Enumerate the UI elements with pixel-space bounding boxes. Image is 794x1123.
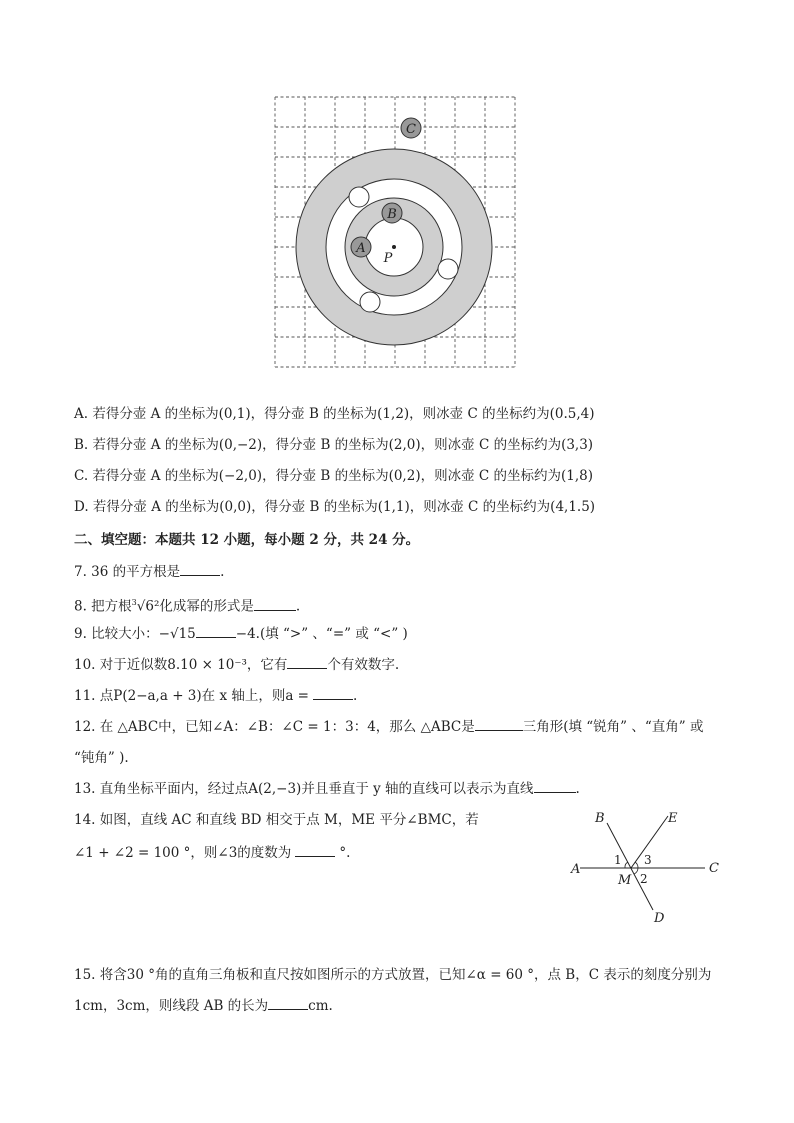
question-7 <box>74 563 224 581</box>
label-c: C <box>709 861 719 876</box>
curling-figure <box>272 94 518 372</box>
label-angle-3: 3 <box>644 853 652 867</box>
option-a: A. 若得分壶 A 的坐标为(0,1)，得分壶 B 的坐标为(1,2)，则冰壶 C 的坐标约为(0.5,4) <box>74 406 595 422</box>
option-d: D. 若得分壶 A 的坐标为(0,0)，得分壶 B 的坐标为(1,1)，则冰壶 C 的坐标约为(4,1.5) <box>74 499 596 515</box>
q11-end: . <box>353 688 358 704</box>
question-12-line-1 <box>74 718 703 736</box>
answer-blank <box>180 563 220 576</box>
question-11 <box>74 687 357 705</box>
option-c: C. 若得分壶 A 的坐标为(−2,0)，得分壶 B 的坐标为(0,2)，则冰壶 C 的坐标约为(1,8) <box>74 468 593 484</box>
question-15-line-2 <box>74 997 333 1015</box>
q9-end: −4.(填 “>” 、“=” 或 “<” ) <box>235 626 408 642</box>
q12-options: 三角形(填 “锐角” 、“直角” 或 <box>522 719 704 735</box>
radical-index: 3 <box>131 598 137 607</box>
question-15-line-1: 15. 将含30 °角的直角三角板和直尺按如图所示的方式放置，已知∠α = 60 °，点 B，C 表示的刻度分别为 <box>74 967 712 983</box>
q8-end: . <box>295 598 301 615</box>
q13-text: 13. 直角坐标平面内，经过点A(2,−3)并且垂直于 y 轴的直线可以表示为直线 <box>74 781 534 797</box>
answer-blank <box>196 625 236 638</box>
answer-blank <box>254 598 296 611</box>
question-9 <box>74 625 408 643</box>
question-10 <box>74 656 399 674</box>
q13-end: . <box>575 781 580 797</box>
q10-text: 10. 对于近似数8.10 × 10⁻³，它有 <box>74 657 288 673</box>
label-d: D <box>654 911 665 926</box>
label-angle-2: 2 <box>640 872 648 886</box>
option-b: B. 若得分壶 A 的坐标为(0,−2)，得分壶 B 的坐标为(2,0)，则冰壶 C 的坐标约为(3,3) <box>74 437 594 453</box>
question-14-line-1: 14. 如图，直线 AC 和直线 BD 相交于点 M，ME 平分∠BMC，若 <box>74 812 479 828</box>
radical-expression: √6² <box>136 598 160 615</box>
label-b: B <box>387 207 397 222</box>
q7-end: . <box>220 564 225 580</box>
q9-text: 9. 比较大小：−√15 <box>74 626 196 642</box>
answer-blank <box>534 780 576 793</box>
q7-text: 7. 36 的平方根是 <box>74 564 181 580</box>
angle-figure <box>565 806 725 928</box>
question-8 <box>74 594 300 616</box>
label-e: E <box>668 811 678 826</box>
q14-end: °. <box>339 845 351 861</box>
answer-blank <box>313 687 353 700</box>
angle-arc-3 <box>635 862 638 868</box>
answer-blank <box>268 997 308 1010</box>
answer-blank <box>475 718 523 731</box>
question-13 <box>74 780 580 798</box>
q15-end: cm. <box>308 998 333 1014</box>
question-14-line-2 <box>74 844 350 862</box>
q10-end: 个有效数字. <box>327 657 400 673</box>
answer-blank <box>295 844 335 857</box>
q12-text: 12. 在 △ABC中，已知∠A：∠B：∠C = 1：3：4，那么 △ABC是 <box>74 719 475 735</box>
q11-text: 11. 点P(2−a,a + 3)在 x 轴上，则a = <box>74 688 309 704</box>
answer-blank <box>287 656 327 669</box>
angle-arc-2 <box>634 868 638 874</box>
q15-text: 1cm，3cm，则线段 AB 的长为 <box>74 998 269 1014</box>
center-point-p <box>392 245 396 249</box>
label-c: C <box>406 122 416 137</box>
label-m: M <box>618 873 632 888</box>
label-a: A <box>571 862 581 877</box>
label-p: P <box>383 251 393 266</box>
curling-stone-white-3 <box>360 292 380 312</box>
curling-stone-white-2 <box>438 259 458 279</box>
q8-mid: 化成幂的形式是 <box>159 598 254 615</box>
label-angle-1: 1 <box>614 853 622 867</box>
label-b: B <box>595 811 605 826</box>
q8-text: 8. 把方根 <box>74 598 132 615</box>
curling-stone-white-1 <box>349 187 369 207</box>
q14-text: ∠1 + ∠2 = 100 °，则∠3的度数为 <box>74 845 292 861</box>
label-a: A <box>356 241 366 256</box>
question-12-line-2: “钝角” ). <box>74 750 129 766</box>
section-heading-fill-in: 二、填空题：本题共 12 小题，每小题 2 分，共 24 分。 <box>74 532 420 548</box>
